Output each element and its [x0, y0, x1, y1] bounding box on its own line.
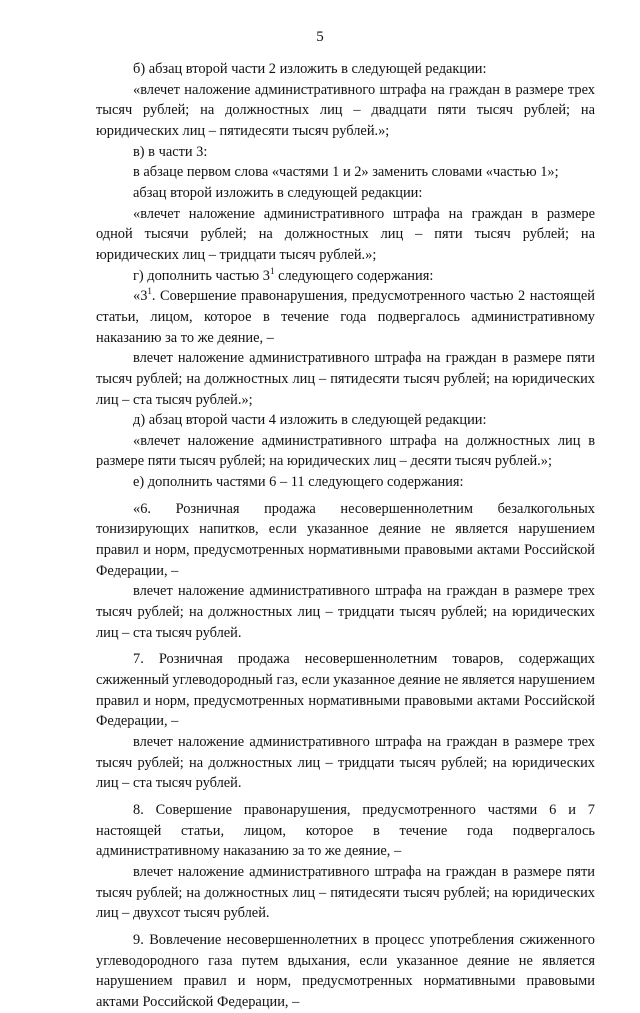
document-body — [96, 59, 595, 1013]
paragraph-penalty-7: влечет наложение административного штрафа на граждан в размере трех тысяч рублей; на должностных лиц – тридцати тысяч рублей; на юридических лиц – ста тысяч рублей. — [96, 734, 595, 792]
paragraph-penalty-3-1: влечет наложение административного штрафа на граждан в размере пяти тысяч рублей; на должностных лиц – пятидесяти тысяч рублей; на юридических лиц – ста тысяч рублей.»; — [96, 350, 595, 408]
paragraph-part-7: 7. Розничная продажа несовершеннолетним товаров, содержащих сжиженный углеводородный газ, если указанное деяние не является нарушением правил и норм, предусмотренных нормативными правовыми актами Российской Федерации, – — [96, 651, 595, 730]
paragraph-quote-part-2: «влечет наложение административного штрафа на граждан в размере трех тысяч рублей; на должностных лиц – двадцати пяти тысяч рублей; на юридических лиц – пятидесяти тысяч рублей.»; — [96, 81, 595, 139]
paragraph-part-3-first: в абзаце первом слова «частями 1 и 2» заменить словами «частью 1»; — [133, 164, 559, 181]
paragraph-part-6: «6. Розничная продажа несовершеннолетним безалкогольных тонизирующих напитков, если указанное деяние не является нарушением правил и норм, предусмотренных нормативными правовыми актами Российской Федерации, – — [96, 500, 595, 579]
paragraph-quote-part-4: «влечет наложение административного штрафа на должностных лиц в размере пяти тысяч рублей; на юридических лиц – десяти тысяч рублей.»; — [96, 432, 595, 470]
paragraph-amendment-d: д) абзац второй части 4 изложить в следующей редакции: — [133, 412, 487, 429]
paragraph-part-9: 9. Вовлечение несовершеннолетних в процесс употребления сжиженного углеводородного газа путем вдыхания, если указанное деяние не является нарушением правил и норм, предусмотренных нормативными правовыми актами Российской Федерации, – — [96, 931, 595, 1010]
paragraph-quote-part-3: «влечет наложение административного штрафа на граждан в размере одной тысячи рублей; на должностных лиц – пяти тысяч рублей; на юридических лиц – тридцати тысяч рублей.»; — [96, 205, 595, 263]
text-fragment: . Совершение правонарушения, предусмотренного частью 2 настоящей статьи, лицом, которое в течение года подвергалось административному наказанию за то же деяние, – — [96, 288, 595, 346]
text-fragment: «3 — [133, 288, 148, 305]
text-fragment: следующего содержания: — [274, 267, 434, 284]
superscript: 1 — [147, 286, 152, 297]
paragraph-part-3-1 — [96, 286, 595, 348]
text-fragment: г) дополнить частью 3 — [133, 267, 270, 284]
paragraph-penalty-6: влечет наложение административного штрафа на граждан в размере трех тысяч рублей; на должностных лиц – тридцати тысяч рублей; на юридических лиц – ста тысяч рублей. — [96, 583, 595, 641]
superscript: 1 — [269, 265, 275, 276]
paragraph-amendment-v: в) в части 3: — [133, 143, 208, 160]
paragraph-amendment-e: е) дополнить частями 6 – 11 следующего содержания: — [133, 474, 464, 491]
paragraph-amendment-b: б) абзац второй части 2 изложить в следующей редакции: — [133, 61, 487, 77]
paragraph-amendment-g — [96, 266, 595, 287]
paragraph-part-3-second: абзац второй изложить в следующей редакции: — [133, 184, 423, 201]
paragraph-part-8: 8. Совершение правонарушения, предусмотренного частями 6 и 7 настоящей статьи, лицом, которое в течение года подвергалось административному наказанию за то же деяние, – — [96, 801, 595, 860]
page-number: 5 — [316, 29, 324, 45]
paragraph-penalty-8: влечет наложение административного штрафа на граждан в размере пяти тысяч рублей; на должностных лиц – пятидесяти тысяч рублей; на юридических лиц – двухсот тысяч рублей. — [96, 863, 595, 922]
